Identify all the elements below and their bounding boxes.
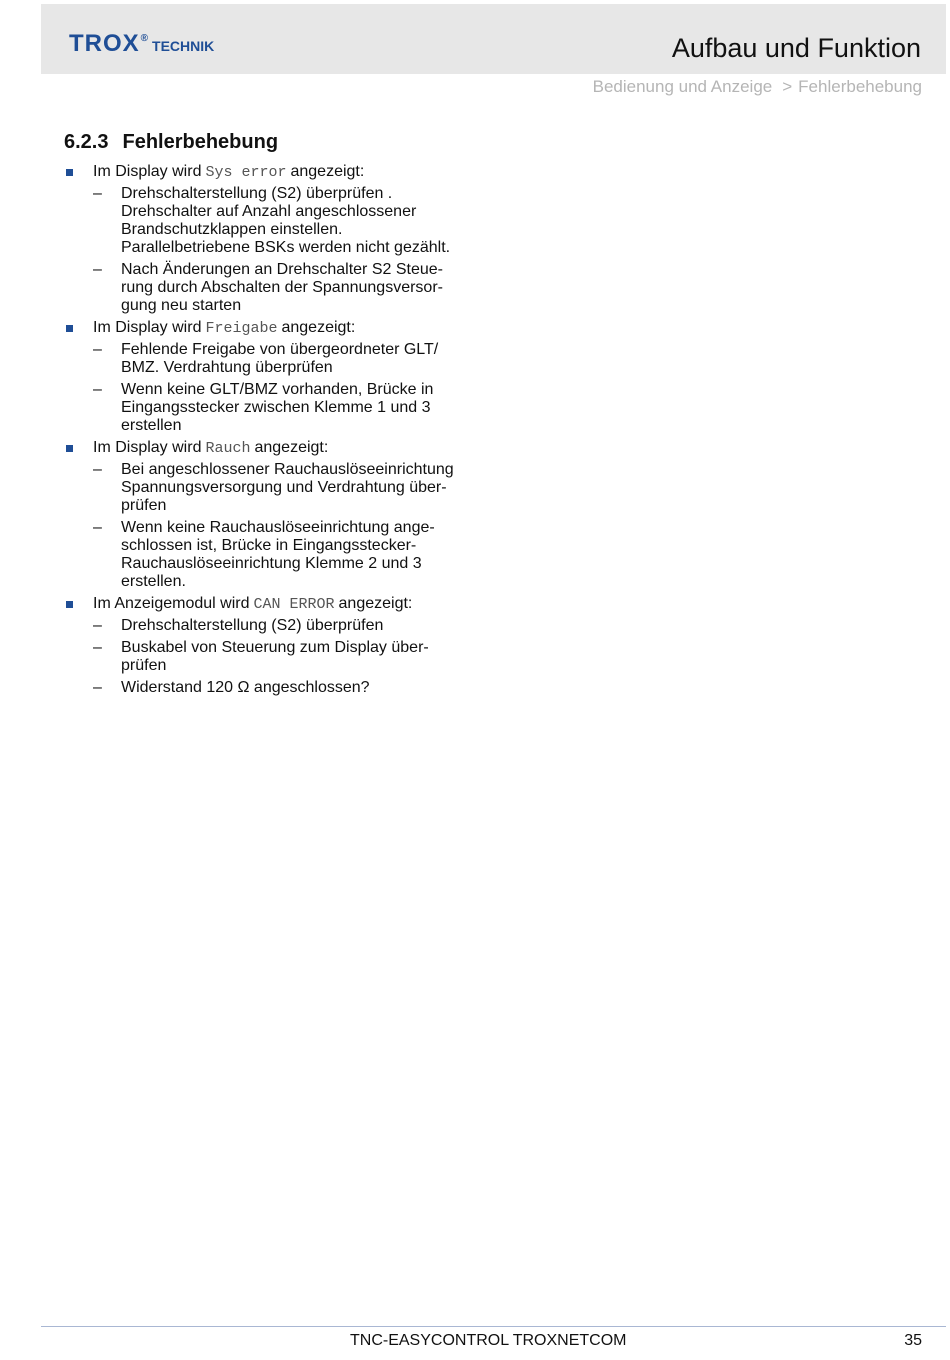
trox-technik-logo	[69, 30, 214, 60]
item-suffix: angezeigt:	[290, 163, 365, 180]
sub-item-line: Widerstand 120 Ω angeschlossen?	[121, 679, 370, 696]
logo-registered-mark: ®	[140, 33, 149, 44]
sub-item-line: Wenn keine Rauchauslöseeinrichtung ange-	[121, 519, 435, 536]
sub-item-line: gung neu starten	[121, 297, 242, 314]
sub-item-line: Wenn keine GLT/BMZ vorhanden, Brücke in	[121, 381, 434, 398]
list-item	[64, 439, 484, 458]
breadcrumb-part-2: Fehlerbehebung	[798, 77, 922, 96]
sub-item-line: prüfen	[121, 657, 167, 674]
sub-item-line: prüfen	[121, 497, 167, 514]
item-suffix: angezeigt:	[254, 439, 329, 456]
item-prefix: Im Display wird	[93, 319, 202, 336]
logo-brand: TROX	[69, 30, 140, 57]
section-heading	[64, 131, 278, 154]
square-bullet-icon	[66, 169, 73, 176]
display-message-code: CAN ERROR	[253, 596, 335, 613]
square-bullet-icon	[66, 445, 73, 452]
sub-item-line: rung durch Abschalten der Spannungsversor-	[121, 279, 443, 296]
sub-item	[64, 381, 484, 435]
sub-item-line: erstellen	[121, 417, 182, 434]
chapter-title: Aufbau und Funktion	[671, 33, 921, 63]
sub-item-line: Drehschalter auf Anzahl angeschlossener	[121, 203, 417, 220]
list-item	[64, 163, 484, 182]
section-title: Fehlerbehebung	[122, 131, 279, 153]
sub-item-line: schlossen ist, Brücke in Eingangsstecker-	[121, 537, 417, 554]
sub-item-line: Parallelbetriebene BSKs werden nicht gezählt.	[121, 239, 451, 256]
breadcrumb-part-1: Bedienung und Anzeige	[592, 77, 773, 96]
troubleshooting-list	[64, 163, 484, 701]
display-message-code: Freigabe	[205, 320, 278, 337]
breadcrumb-separator: >	[782, 77, 793, 96]
sub-item-line: Nach Änderungen an Drehschalter S2 Steue-	[121, 261, 443, 278]
item-prefix: Im Anzeigemodul wird	[93, 595, 250, 612]
page-header	[41, 4, 946, 74]
sub-item	[64, 341, 484, 377]
sub-item-line: Fehlende Freigabe von übergeordneter GLT/	[121, 341, 439, 358]
sub-item-line: Bei angeschlossener Rauchauslöseeinrichtung	[121, 461, 454, 478]
section-number: 6.2.3	[64, 131, 109, 153]
item-prefix: Im Display wird	[93, 439, 202, 456]
square-bullet-icon	[66, 325, 73, 332]
sub-item	[64, 261, 484, 315]
sub-item	[64, 185, 484, 257]
sub-item	[64, 461, 484, 515]
sub-item-line: Drehschalterstellung (S2) überprüfen .	[121, 185, 393, 202]
logo-subtitle: TECHNIK	[152, 38, 215, 54]
dash-bullet-icon: –	[93, 519, 102, 536]
sub-item	[64, 679, 484, 697]
sub-item	[64, 617, 484, 635]
item-prefix: Im Display wird	[93, 163, 202, 180]
sub-item-line: BMZ. Verdrahtung überprüfen	[121, 359, 333, 376]
sub-item-line: erstellen.	[121, 573, 186, 590]
sub-item-line: Rauchauslöseeinrichtung Klemme 2 und 3	[121, 555, 422, 572]
sub-item-line: Eingangsstecker zwischen Klemme 1 und 3	[121, 399, 431, 416]
list-item	[64, 595, 484, 614]
dash-bullet-icon: –	[93, 341, 102, 358]
sub-item-line: Brandschutzklappen einstellen.	[121, 221, 343, 238]
dash-bullet-icon: –	[93, 617, 102, 634]
dash-bullet-icon: –	[93, 261, 102, 278]
page-number: 35	[904, 1332, 922, 1349]
square-bullet-icon	[66, 601, 73, 608]
sub-item-line: Buskabel von Steuerung zum Display über-	[121, 639, 429, 656]
list-item	[64, 319, 484, 338]
item-suffix: angezeigt:	[281, 319, 356, 336]
breadcrumb	[593, 77, 922, 97]
dash-bullet-icon: –	[93, 185, 102, 202]
sub-item	[64, 639, 484, 675]
item-suffix: angezeigt:	[338, 595, 413, 612]
display-message-code: Sys error	[205, 164, 287, 181]
sub-item	[64, 519, 484, 591]
dash-bullet-icon: –	[93, 381, 102, 398]
dash-bullet-icon: –	[93, 461, 102, 478]
dash-bullet-icon: –	[93, 679, 102, 696]
dash-bullet-icon: –	[93, 639, 102, 656]
display-message-code: Rauch	[205, 440, 251, 457]
sub-item-line: Drehschalterstellung (S2) überprüfen	[121, 617, 384, 634]
sub-item-line: Spannungsversorgung und Verdrahtung über-	[121, 479, 447, 496]
footer-document-title: TNC-EASYCONTROL TROXNETCOM	[350, 1332, 627, 1349]
footer-divider	[41, 1326, 946, 1327]
